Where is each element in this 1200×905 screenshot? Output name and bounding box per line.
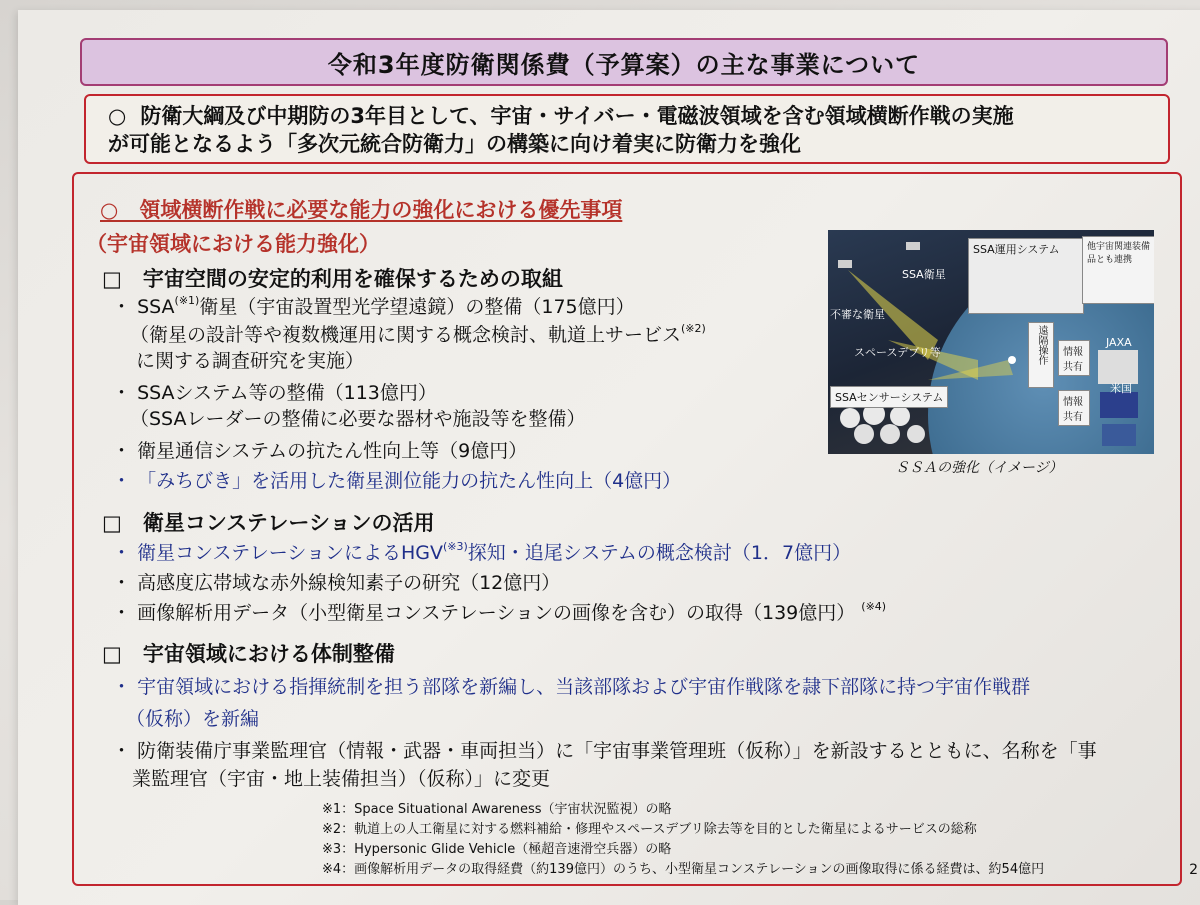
item-text: SSA	[137, 296, 175, 318]
summary-box	[84, 94, 1170, 164]
ssa-illustration	[828, 230, 1154, 454]
list-item	[112, 736, 1097, 763]
item-text: 画像解析用データ（小型衛星コンステレーションの画像を含む）の取得（139億円）	[137, 602, 856, 624]
priority-heading-text: ○ 領域横断作戦に必要な能力の強化における優先事項	[100, 198, 623, 222]
item-text: 「みちびき」を活用した衛星測位能力の抗たん性向上（4億円）	[137, 470, 682, 492]
info-share-label-1	[1058, 340, 1090, 376]
label-text: 情報共有	[1063, 397, 1083, 423]
bullet: ・	[112, 382, 132, 404]
item-text: 防衛装備庁事業監理官（情報・武器・車両担当）に「宇宙事業管理班（仮称）」を新設するとともに、名称を「事	[137, 740, 1097, 762]
footnote-2: ※2：軌道上の人工衛星に対する燃料補給・修理やスペースデブリ除去等を目的とした衛星によるサービスの総称	[322, 822, 977, 837]
list-item	[112, 436, 527, 463]
bullet: ・	[112, 572, 132, 594]
item-text: 衛星コンステレーションによるHGV	[137, 542, 443, 564]
bullet: ・	[112, 602, 132, 624]
summary-line-1	[108, 102, 1158, 130]
remote-op-label	[1028, 322, 1054, 388]
section-heading-2: □ 衛星コンステレーションの活用	[102, 511, 435, 535]
item-text: （衛星の設計等や複数機運用に関する概念検討、軌道上サービス	[130, 324, 682, 346]
label-text: 情報共有	[1063, 347, 1083, 373]
footnote-ref: (※3)	[442, 540, 468, 553]
item-text: 宇宙領域における指揮統制を担う部隊を新編し、当該部隊および宇宙作戦隊を隷下部隊に持つ宇宙作戦群	[137, 676, 1031, 698]
other-equipment-panel	[1082, 236, 1154, 304]
page-title-text: 令和3年度防衛関係費（予算案）の主な事業について	[327, 50, 921, 79]
page-number: 2	[1189, 862, 1198, 878]
bullet: ・	[112, 676, 132, 698]
us-label: 米国	[1110, 382, 1132, 395]
radar-domes	[840, 403, 925, 444]
satellite-icon	[906, 242, 920, 250]
label-text: SSA運用システム	[973, 243, 1060, 256]
label-text: 他宇宙関連装備品とも連携	[1087, 242, 1151, 265]
section-heading-1: □ 宇宙空間の安定的利用を確保するための取組	[102, 267, 563, 291]
footnote-3: ※3：Hypersonic Glide Vehicle（極超音速滑空兵器）の略	[322, 842, 672, 857]
figure-caption: ＳＳＡの強化（イメージ）	[895, 460, 1063, 476]
bullet: ・	[112, 470, 132, 492]
item-text: 衛星（宇宙設置型光学望遠鏡）の整備（175億円）	[199, 296, 635, 318]
space-heading: （宇宙領域における能力強化）	[86, 232, 380, 256]
us-seal-icon	[1102, 424, 1136, 446]
footnote-1: ※1：Space Situational Awareness（宇宙状況監視）の略	[322, 802, 672, 817]
list-item	[112, 466, 681, 493]
ssa-sat-label: SSA衛星	[902, 268, 946, 281]
list-item	[112, 538, 851, 565]
list-item	[112, 568, 560, 595]
item-text: 探知・追尾システムの概念検討（1．7億円）	[467, 542, 852, 564]
bullet: ・	[112, 296, 132, 318]
bullet: ・	[112, 440, 132, 462]
sensor-system-label	[830, 386, 948, 408]
jaxa-icon	[1098, 350, 1138, 384]
page-title	[80, 38, 1168, 86]
debris-icon	[1008, 356, 1016, 364]
bullet: ・	[112, 740, 132, 762]
list-item: （SSAレーダーの整備に必要な器材や施設等を整備）	[130, 408, 586, 430]
satellite-icon	[838, 260, 852, 268]
info-share-label-2	[1058, 390, 1090, 426]
summary-line-1-text: 防衛大綱及び中期防の3年目として、宇宙・サイバー・電磁波領域を含む領域横断作戦の実施	[140, 104, 1014, 128]
footnote-ref: (※1)	[174, 294, 200, 307]
section-heading-3: □ 宇宙領域における体制整備	[102, 642, 395, 666]
bullet: ・	[112, 542, 132, 564]
suspicious-sat-label: 不審な衛星	[830, 308, 885, 321]
list-item	[112, 378, 437, 405]
list-item	[112, 598, 886, 625]
list-item	[130, 320, 706, 347]
list-item	[112, 292, 635, 319]
item-text: 高感度広帯域な赤外線検知素子の研究（12億円）	[137, 572, 561, 594]
list-item: （仮称）を新編	[126, 708, 260, 730]
item-text: SSAシステム等の整備（113億円）	[137, 382, 437, 404]
label-text: 遠隔操作	[1036, 325, 1047, 365]
footnote-ref: (※2)	[681, 322, 706, 335]
list-item: 業監理官（宇宙・地上装備担当）（仮称）」に変更	[132, 768, 551, 790]
item-text: 衛星通信システムの抗たん性向上等（9億円）	[137, 440, 528, 462]
list-item: に関する調査研究を実施）	[136, 350, 365, 372]
list-item	[112, 672, 1030, 699]
label-text: SSAセンサーシステム	[835, 391, 944, 404]
jaxa-label: JAXA	[1106, 336, 1132, 349]
footnote-4: ※4：画像解析用データの取得経費（約139億円）のうち、小型衛星コンステレーションの画像取得に係る経費は、約54億円	[322, 862, 1045, 877]
debris-label: スペースデブリ等	[854, 346, 941, 359]
footnote-ref: (※4)	[861, 600, 887, 613]
ssa-ops-system-panel	[968, 238, 1084, 314]
priority-heading	[100, 194, 622, 224]
summary-line-2: が可能となるよう「多次元統合防衛力」の構築に向け着実に防衛力を強化	[108, 132, 801, 156]
summary-marker: ○	[108, 104, 127, 128]
